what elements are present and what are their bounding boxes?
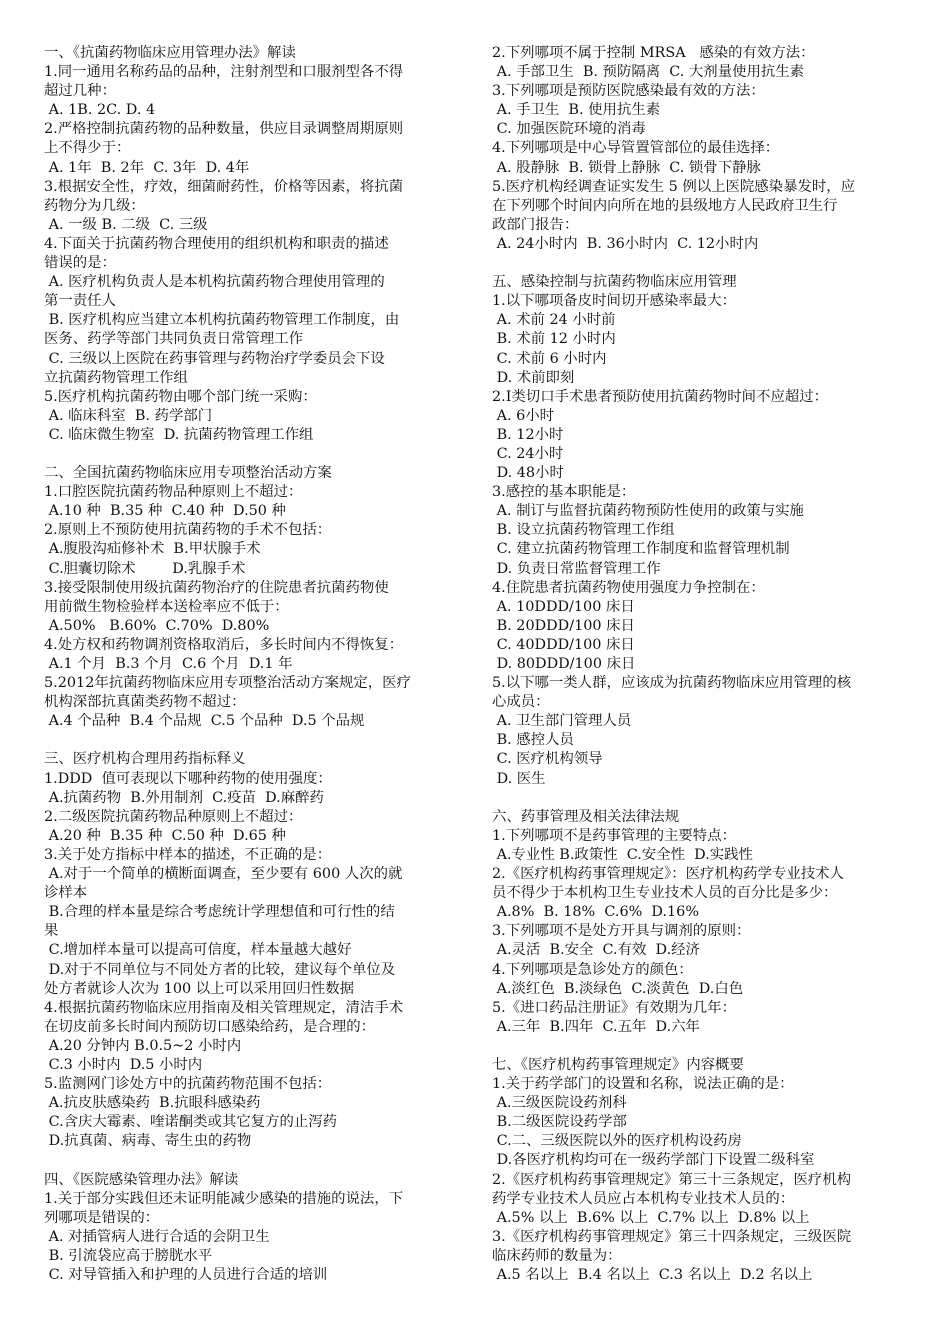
- answer-options: D. 负责日常监督管理工作: [492, 560, 661, 577]
- answer-options: A.抗菌药物 B.外用制剂 C.疫苗 D.麻醉药: [44, 789, 324, 806]
- section-heading: 六、药事管理及相关法律法规: [492, 808, 680, 825]
- answer-options: A.20 种 B.35 种 C.50 种 D.65 种: [44, 827, 286, 844]
- text-line: 医务、药学等部门共同负责日常管理工作: [44, 331, 304, 348]
- answer-options: A. 术前 24 小时前: [492, 312, 616, 329]
- section-heading: 三、医疗机构合理用药指标释义: [44, 751, 246, 768]
- answer-options: A. 10DDD/100 床日: [492, 598, 635, 615]
- answer-options: A. 6小时: [492, 407, 555, 424]
- answer-options: C. 临床微生物室 D. 抗菌药物管理工作组: [44, 426, 314, 443]
- question-text: 5.医疗机构抗菌药物由哪个部门统一采购：: [44, 388, 317, 405]
- answer-options: D.对于不同单位与不同处方者的比较，建议每个单位及: [44, 961, 396, 978]
- question-text: 2.《医疗机构药事管理规定》：医疗机构药学专业技术人: [492, 866, 844, 883]
- answer-options: A. 1B. 2C. D. 4: [44, 102, 156, 119]
- text-line: 用前微生物检验样本送检率应不低于：: [44, 598, 289, 615]
- question-text: 2.严格控制抗菌药物的品种数量，供应目录调整周期原则: [44, 121, 404, 138]
- answer-options: C. 三级以上医院在药事管理与药物治疗学委员会下设: [44, 350, 385, 367]
- question-text: 4.根据抗菌药物临床应用指南及相关管理规定，清洁手术: [44, 999, 404, 1016]
- text-line: 处方者就诊人次为 100 以上可以采用回归性数据: [44, 980, 355, 997]
- answer-options: B. 设立抗菌药物管理工作组: [492, 522, 675, 539]
- blank-line: [44, 445, 464, 464]
- question-text: 4.住院患者抗菌药物使用强度力争控制在：: [492, 579, 765, 596]
- answer-options: C. 加强医院环境的消毒: [492, 121, 646, 138]
- question-text: 4.处方权和药物调剂资格取消后，多长时间内不得恢复：: [44, 636, 404, 653]
- answer-options: D. 80DDD/100 床日: [492, 656, 636, 672]
- text-line: 机构深部抗真菌类药物不超过：: [44, 694, 246, 711]
- text-line: 果: [44, 923, 59, 940]
- question-text: 3.下列哪项是预防医院感染最有效的方法：: [492, 83, 765, 100]
- answer-options: A.5 名以上 B.4 名以上 C.3 名以上 D.2 名以上: [492, 1267, 813, 1283]
- question-text: 5.医疗机构经调查证实发生 5 例以上医院感染暴发时，应: [492, 178, 856, 195]
- answer-options: B. 感控人员: [492, 732, 574, 749]
- answer-options: B. 20DDD/100 床日: [492, 617, 635, 634]
- answer-options: A.10 种 B.35 种 C.40 种 D.50 种: [44, 503, 286, 520]
- answer-options: A.8% B. 18% C.6% D.16%: [492, 904, 700, 921]
- question-text: 1.口腔医院抗菌药物品种原则上不超过：: [44, 484, 303, 501]
- answer-options: A. 临床科室 B. 药学部门: [44, 407, 213, 424]
- answer-options: A.50% B.60% C.70% D.80%: [44, 617, 270, 634]
- answer-options: A. 一级 B. 二级 C. 三级: [44, 216, 208, 233]
- question-text: 5.监测网门诊处方中的抗菌药物范围不包括：: [44, 1076, 332, 1093]
- question-text: 5.《进口药品注册证》有效期为几年：: [492, 999, 736, 1016]
- question-text: 2.原则上不预防使用抗菌药物的手术不包括：: [44, 522, 332, 539]
- answer-options: B. 医疗机构应当建立本机构抗菌药物管理工作制度，由: [44, 312, 400, 329]
- question-text: 3.关于处方指标中样本的描述，不正确的是：: [44, 846, 332, 863]
- question-text: 3.下列哪项不是处方开具与调剂的原则：: [492, 923, 751, 940]
- answer-options: A.20 分钟内 B.0.5~2 小时内: [44, 1037, 242, 1054]
- answer-options: A.对于一个简单的横断面调查，至少要有 600 人次的就: [44, 866, 403, 883]
- answer-options: A. 手部卫生 B. 预防隔离 C. 大剂量使用抗生素: [492, 64, 805, 81]
- answer-options: B. 引流袋应高于膀胱水平: [44, 1247, 213, 1264]
- blank-line: [44, 1151, 464, 1170]
- answer-options: A.抗皮肤感染药 B.抗眼科感染药: [44, 1095, 261, 1112]
- question-text: 5.以下哪一类人群，应该成为抗菌药物临床应用管理的核: [492, 675, 852, 692]
- answer-options: C. 24小时: [492, 445, 564, 462]
- answer-options: C. 医疗机构领导: [492, 751, 603, 768]
- question-text: 4.下列哪项是中心导管置管部位的最佳选择：: [492, 140, 780, 157]
- answer-options: A. 卫生部门管理人员: [492, 713, 632, 730]
- text-line: 员不得少于本机构卫生专业技术人员的百分比是多少：: [492, 885, 838, 902]
- answer-options: B. 12小时: [492, 426, 564, 443]
- question-text: 1.下列哪项不是药事管理的主要特点：: [492, 827, 736, 844]
- text-line: 临床药师的数量为：: [492, 1247, 622, 1264]
- question-text: 2.Ⅰ类切口手术患者预防使用抗菌药物时间不应超过：: [492, 388, 829, 405]
- question-text: 1.DDD 值可表现以下哪种药物的使用强度：: [44, 770, 332, 787]
- answer-options: B. 术前 12 小时内: [492, 331, 616, 348]
- answer-options: D.各医疗机构均可在一级药学部门下设置二级科室: [492, 1152, 815, 1169]
- section-heading: 五、感染控制与抗菌药物临床应用管理: [492, 274, 737, 291]
- text-line: 第一责任人: [44, 293, 116, 310]
- answer-options: A. 股静脉 B. 锁骨上静脉 C. 锁骨下静脉: [492, 159, 761, 176]
- answer-options: A.4 个品种 B.4 个品规 C.5 个品种 D.5 个品规: [44, 713, 365, 730]
- blank-line: [492, 1037, 912, 1056]
- answer-options: B.合理的样本量是综合考虑统计学理想值和可行性的结: [44, 904, 395, 921]
- answer-options: B.二级医院设药学部: [492, 1114, 627, 1131]
- section-heading: 二、全国抗菌药物临床应用专项整治活动方案: [44, 465, 332, 482]
- right-column: [492, 44, 912, 1285]
- question-text: 1.关于药学部门的设置和名称，说法正确的是：: [492, 1076, 794, 1093]
- question-text: 3.《医疗机构药事管理规定》第三十四条规定，三级医院: [492, 1228, 852, 1245]
- text-line: 错误的是：: [44, 255, 116, 272]
- section-heading: 七、《医疗机构药事管理规定》内容概要: [492, 1056, 744, 1073]
- section-heading: 一、《抗菌药物临床应用管理办法》解读: [44, 45, 296, 61]
- text-line: 政部门报告：: [492, 216, 579, 233]
- blank-line: [492, 254, 912, 273]
- question-text: 3.根据安全性，疗效，细菌耐药性，价格等因素，将抗菌: [44, 178, 404, 195]
- question-text: 5.2012年抗菌药物临床应用专项整治活动方案规定，医疗: [44, 675, 411, 692]
- text-line: 上不得少于：: [44, 140, 131, 157]
- text-line: 药学专业技术人员应占本机构专业技术人员的：: [492, 1190, 795, 1207]
- text-line: 在切皮前多长时间内预防切口感染给药，是合理的：: [44, 1018, 375, 1035]
- text-line: 药物分为几级：: [44, 197, 145, 214]
- text-line: 诊样本: [44, 885, 88, 902]
- text-line: 列哪项是错误的：: [44, 1209, 160, 1226]
- question-text: 2.下列哪项不属于控制 MRSA 感染的有效方法：: [492, 45, 815, 61]
- answer-options: C.胆囊切除术 D.乳腺手术: [44, 560, 246, 577]
- left-column: [44, 44, 464, 1285]
- answer-options: C.3 小时内 D.5 小时内: [44, 1056, 203, 1073]
- text-line: 立抗菌药物管理工作组: [44, 369, 188, 386]
- answer-options: A.专业性 B.政策性 C.安全性 D.实践性: [492, 846, 753, 863]
- answer-options: D.抗真菌、病毒、寄生虫的药物: [44, 1133, 252, 1150]
- blank-line: [44, 731, 464, 750]
- answer-options: C.二、三级医院以外的医疗机构设药房: [492, 1133, 742, 1150]
- answer-options: A. 对插管病人进行合适的会阴卫生: [44, 1228, 270, 1245]
- answer-options: A.三级医院设药剂科: [492, 1095, 627, 1112]
- question-text: 2.二级医院抗菌药物品种原则上不超过：: [44, 808, 303, 825]
- answer-options: A. 手卫生 B. 使用抗生素: [492, 102, 661, 119]
- answer-options: C. 术前 6 小时内: [492, 350, 607, 367]
- answer-options: D. 48小时: [492, 465, 564, 482]
- question-text: 4.下列哪项是急诊处方的颜色：: [492, 961, 693, 978]
- answer-options: C. 对导管插入和护理的人员进行合适的培训: [44, 1267, 328, 1283]
- question-text: 1.以下哪项备皮时间切开感染率最大：: [492, 293, 736, 310]
- answer-options: A.三年 B.四年 C.五年 D.六年: [492, 1018, 700, 1035]
- question-text: 2.《医疗机构药事管理规定》第三十三条规定，医疗机构: [492, 1171, 852, 1188]
- answer-options: D. 医生: [492, 770, 546, 787]
- answer-options: C. 40DDD/100 床日: [492, 636, 635, 653]
- answer-options: D. 术前即刻: [492, 369, 575, 386]
- text-line: 心成员：: [492, 694, 550, 711]
- question-text: 3.感控的基本职能是：: [492, 484, 636, 501]
- answer-options: A. 1年 B. 2年 C. 3年 D. 4年: [44, 159, 250, 176]
- answer-options: A.淡红色 B.淡绿色 C.淡黄色 D.白色: [492, 980, 744, 997]
- answer-options: A. 24小时内 B. 36小时内 C. 12小时内: [492, 235, 759, 252]
- answer-options: A.5% 以上 B.6% 以上 C.7% 以上 D.8% 以上: [492, 1209, 810, 1226]
- answer-options: C. 建立抗菌药物管理工作制度和监督管理机制: [492, 541, 790, 558]
- answer-options: A.灵活 B.安全 C.有效 D.经济: [492, 942, 700, 959]
- answer-options: A.腹股沟疝修补术 B.甲状腺手术: [44, 541, 261, 558]
- section-heading: 四、《医院感染管理办法》解读: [44, 1171, 239, 1188]
- text-line: 在下列哪个时间内向所在地的县级地方人民政府卫生行: [492, 197, 838, 214]
- answer-options: C.含庆大霉素、喹诺酮类或其它复方的止泻药: [44, 1114, 338, 1131]
- answer-options: A. 制订与监督抗菌药物预防性使用的政策与实施: [492, 503, 804, 520]
- answer-options: C.增加样本量可以提高可信度，样本量越大越好: [44, 942, 352, 959]
- question-text: 1.关于部分实践但还未证明能减少感染的措施的说法，下: [44, 1190, 404, 1207]
- answer-options: A.1 个月 B.3 个月 C.6 个月 D.1 年: [44, 656, 293, 672]
- question-text: 1.同一通用名称药品的品种，注射剂型和口服剂型各不得: [44, 64, 404, 81]
- blank-line: [492, 789, 912, 808]
- question-text: 4.下面关于抗菌药物合理使用的组织机构和职责的描述: [44, 235, 389, 252]
- text-line: 超过几种：: [44, 83, 116, 100]
- answer-options: A. 医疗机构负责人是本机构抗菌药物合理使用管理的: [44, 274, 385, 291]
- question-text: 3.接受限制使用级抗菌药物治疗的住院患者抗菌药物使: [44, 579, 389, 596]
